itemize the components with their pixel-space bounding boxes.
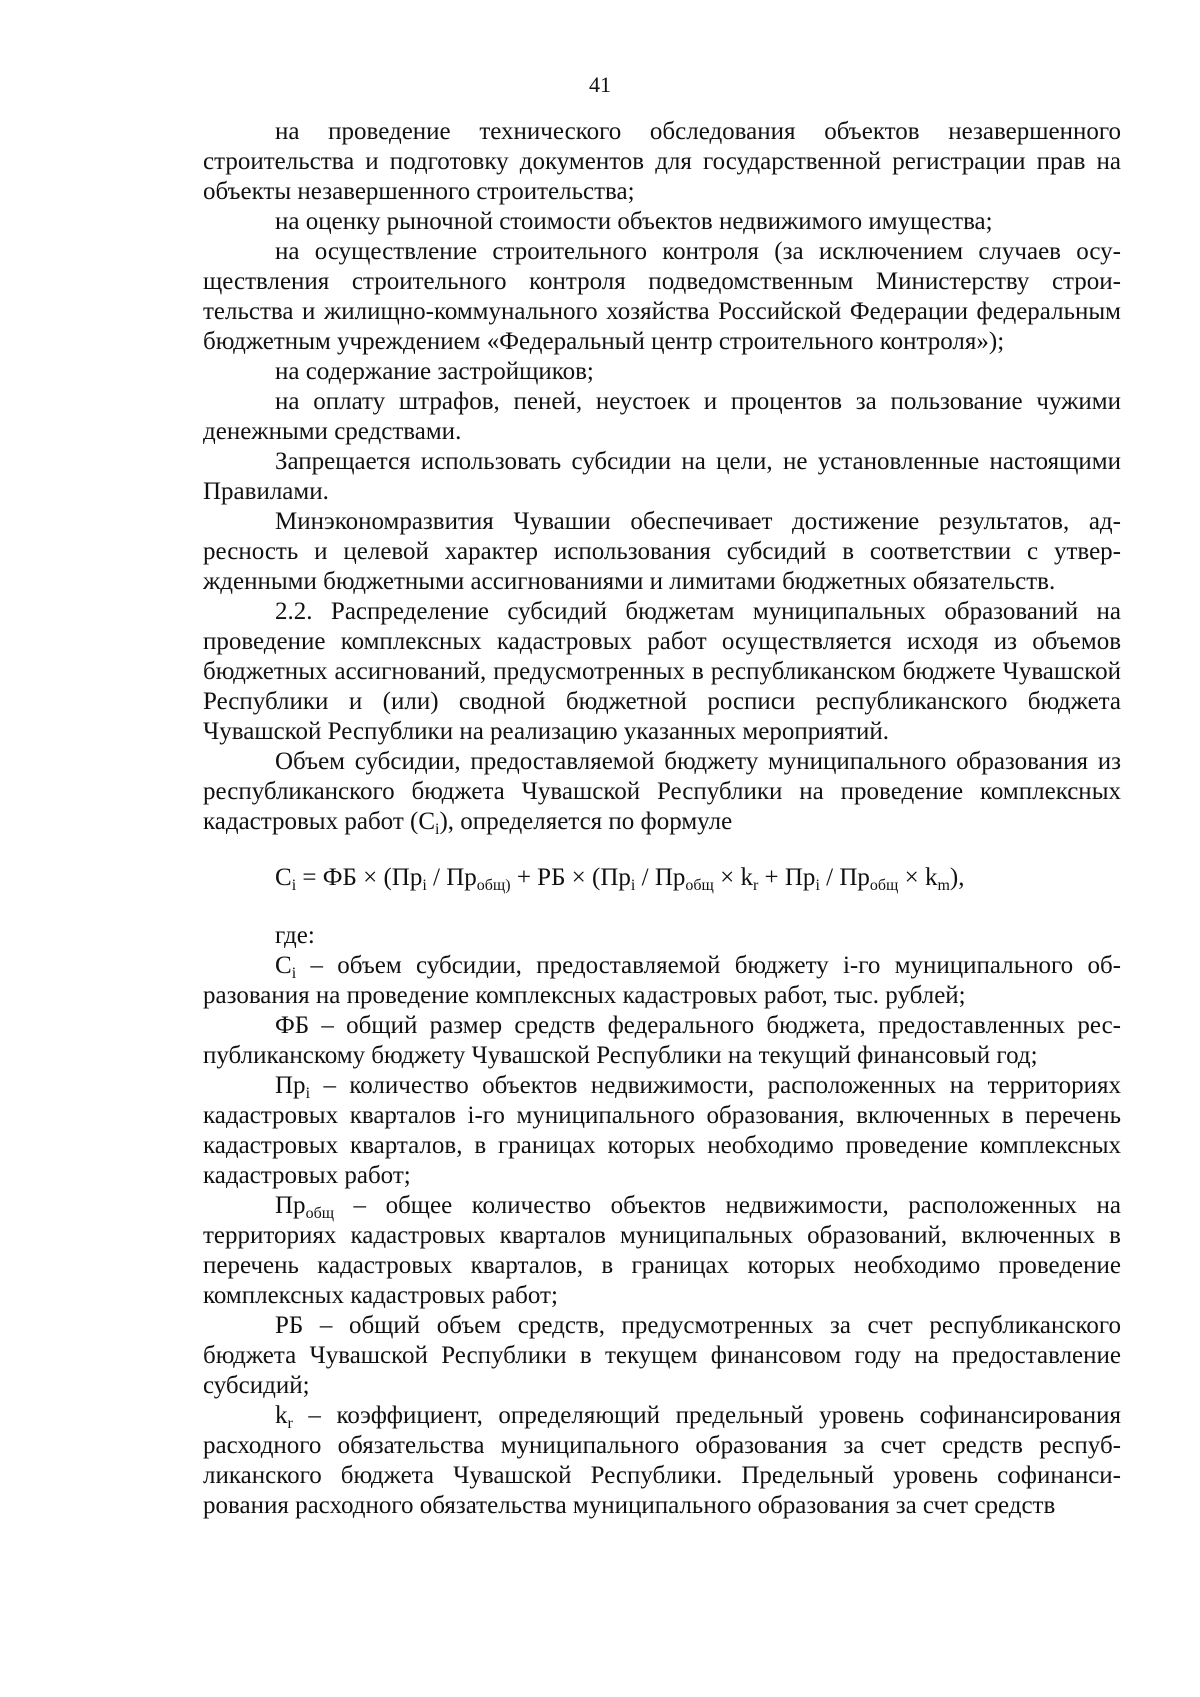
paragraph: на содержание застройщиков; (275, 358, 594, 385)
formula-subscript: i (630, 877, 636, 894)
volume-text-before: Объем субсидии, предоставляемой бюджету муниципального образования из республиканского бюджета Чувашской Республики на проведение комплексных кадастровых работ (C (203, 748, 1121, 835)
definition-text: – количество объектов недвижимости, расположенных на территориях кадастровых кварталов i-го муниципального образования, включенных в перечень кадастровых кварталов, в границах которых необходимо проведение комплексных кадастровых работ; (203, 1072, 1121, 1189)
definition-symbol: k (275, 1402, 288, 1429)
formula-subscript: m (937, 877, 950, 894)
paragraph: Запрещается использовать субсидии на цели, не установленные настоящими Правилами. (203, 448, 1121, 505)
paragraph: на осуществление строительного контроля (за исключением случаев осуществления строительного контроля подведомственным Министерству строительства и жилищно-коммунального хозяйства Российской Федерации федеральным бюджетным учреждением «Федеральный центр строительного контроля»); (203, 238, 1121, 355)
definition-text: – объем субсидии, предоставляемой бюджету i-го муниципального образования на проведение комплексных кадастровых работ, тыс. рублей; (203, 952, 1121, 1009)
formula-part: × k (713, 864, 753, 891)
volume-text-after: ), определяется по формуле (439, 808, 733, 835)
paragraph: на проведение технического обследования объектов незавершенного строительства и подготовку документов для государственной регистрации прав на объекты незавершенного строительства; (203, 118, 1121, 205)
definition-item (203, 951, 1121, 1011)
formula-subscript: общ (685, 877, 714, 894)
volume-paragraph (203, 747, 1121, 837)
definition-text: – общий размер средств федерального бюджета, предоставленных республиканскому бюджету Чувашской Республики на текущий финансовый год; (203, 1012, 1121, 1069)
formula-part: C (275, 864, 292, 891)
definition-text: – общее количество объектов недвижимости, расположенных на территориях кадастровых кварталов муниципальных образований, включенных в перечень кадастровых кварталов, в границах которых необходимо проведение комплексных кадастровых работ; (203, 1192, 1121, 1309)
volume-subscript: i (435, 821, 440, 838)
definition-subscript: общ (305, 1205, 335, 1222)
definition-symbol: Пр (275, 1072, 306, 1099)
formula-part: × k (898, 864, 938, 891)
definition-subscript: i (291, 965, 297, 982)
where-label: где: (275, 922, 315, 949)
definition-symbol: Пр (275, 1192, 306, 1219)
paragraph: на оплату штрафов, пеней, неустоек и процентов за пользование чужими денежными средствами. (203, 388, 1121, 445)
definition-subscript: r (287, 1415, 293, 1432)
definition-item (203, 1401, 1121, 1521)
formula-part: + РБ × (Пр (510, 864, 631, 891)
definition-item (203, 1191, 1121, 1311)
formula-subscript: i (291, 877, 297, 894)
paragraph: Минэкономразвития Чувашии обеспечивает достижение результатов, адресность и целевой характер использования субсидий в соответствии с утвержденными бюджетными ассигнованиями и лимитами бюджетных обязательств. (203, 508, 1121, 595)
definition-item (203, 1071, 1121, 1191)
definition-symbol: РБ (275, 1312, 304, 1339)
definition-item (203, 1011, 1121, 1071)
formula-subscript: общ) (476, 877, 511, 894)
paragraph: 2.2. Распределение субсидий бюджетам муниципальных образований на проведение комплексных кадастровых работ осуществляется исходя из объемов бюджетных ассигнований, предусмотренных в республиканском бюджете Чувашской Республики и (или) сводной бюджетной росписи республиканского бюджета Чувашской Республики на реализацию указанных мероприятий. (203, 598, 1121, 745)
definition-subscript: i (305, 1085, 311, 1102)
formula-subscript: общ (869, 877, 899, 894)
formula-part: ), (949, 864, 965, 891)
definition-item (203, 1311, 1121, 1401)
page-number: 41 (589, 72, 611, 97)
formula-part: + Пр (758, 864, 816, 891)
subsidy-formula (203, 863, 1121, 893)
definition-text: – общий объем средств, предусмотренных за счет республиканского бюджета Чувашской Республики в текущем финансовом году на предоставление субсидий; (203, 1312, 1121, 1399)
formula-part: / Пр (426, 864, 477, 891)
formula-subscript: r (752, 877, 759, 894)
definitions-list (203, 951, 1121, 1521)
formula-subscript: i (815, 877, 820, 894)
formula-subscript: i (422, 877, 427, 894)
definition-symbol: C (275, 952, 292, 979)
formula-part: / Пр (819, 864, 870, 891)
formula-part: = ФБ × (Пр (296, 864, 423, 891)
document-body (203, 117, 1121, 1521)
definition-symbol: ФБ (275, 1012, 310, 1039)
definition-text: – коэффициент, определяющий предельный уровень софинансирования расходного обязательства муниципального образования за счет средств республиканского бюджета Чувашской Республики. Предельный уровень софинансирования расходного обязательства муниципального образования за счет средств (203, 1402, 1121, 1519)
formula-part: / Пр (635, 864, 686, 891)
paragraph: на оценку рыночной стоимости объектов недвижимого имущества; (275, 208, 993, 235)
